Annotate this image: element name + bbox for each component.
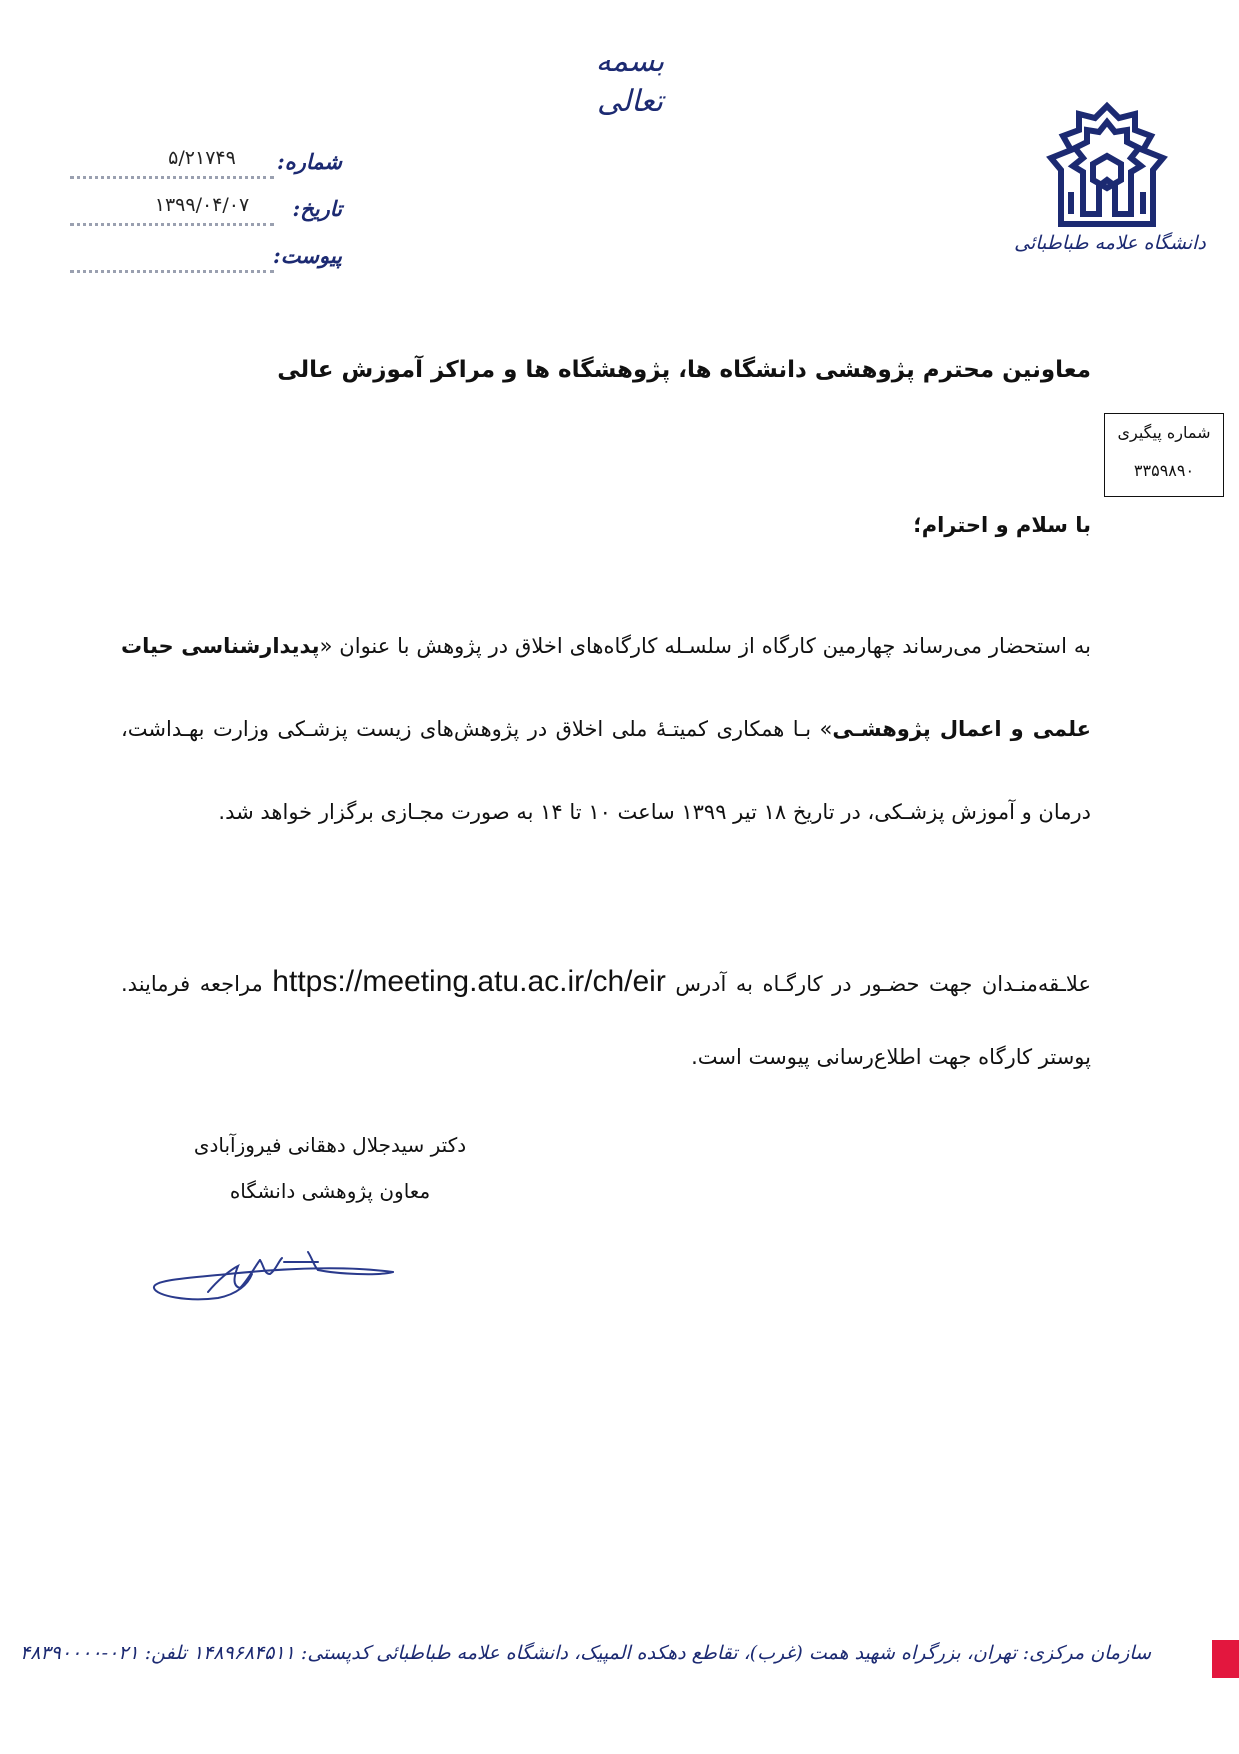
workshop-title: پدیدارشناسی حیات علمی و اعمال پژوهشـی: [121, 634, 1092, 741]
university-logo: [1035, 100, 1180, 230]
handwritten-signature: [148, 1240, 398, 1310]
tracking-label: شماره پیگیری: [1117, 423, 1211, 442]
body-paragraph-announcement: [121, 605, 1091, 854]
tracking-number-box: [1104, 413, 1224, 497]
letter-footer: [20, 1630, 1199, 1680]
letter-date-value: ۱۳۹۹/۰۴/۰۷: [154, 194, 250, 216]
body-text: » بـا همکاری کمیتـهٔ ملی اخلاق در پژوهش‌های زیست پزشـکی وزارت بهـداشت، درمان و آموزش پزشـکی، در تاریخ ۱۸ تیر ۱۳۹۹ ساعت ۱۰ تا ۱۴ به صورت مجـازی برگزار خواهد شد.: [121, 717, 1091, 824]
meeting-url-link[interactable]: https://meeting.atu.ac.ir/ch/eir: [272, 965, 666, 998]
letter-date-row: [62, 192, 342, 232]
signer-block: [150, 1122, 510, 1214]
attachment-row: [62, 239, 342, 279]
dotted-leader: [70, 223, 274, 226]
attachment-label: پیوست:: [273, 243, 342, 268]
body-text: علاـقه‌منـدان جهت حضـور در کارگـاه به آدرس: [675, 972, 1091, 996]
tracking-number: ۳۳۵۹۸۹۰: [1133, 461, 1195, 480]
signer-name: دکتر سیدجلال دهقانی فیروزآبادی: [193, 1133, 467, 1157]
footer-address: سازمان مرکزی: تهران، بزرگراه شهید همت (غرب)، تقاطع دهکده المپیک، دانشگاه علامه طباطبائی کدپستی: ۱۴۸۹۶۸۴۵۱۱ تلفن: ۰۲۱-۴۸۳۹۰۰۰۰: [20, 1642, 1151, 1664]
letter-date-label: تاریخ:: [292, 196, 342, 221]
body-text: مراجعه فرمایند. پوستر کارگاه جهت اطلاع‌رسانی پیوست است.: [121, 972, 1091, 1069]
dotted-leader: [70, 270, 274, 273]
body-text: به استحضار می‌رساند چهارمین کارگاه از سلسـله کارگاه‌های اخلاق در پژوهش با عنوان «: [319, 634, 1091, 658]
university-name: دانشگاه علامه طباطبائی: [1014, 232, 1206, 254]
greeting: با سلام و احترام؛: [913, 513, 1091, 537]
letter-number-row: [62, 145, 342, 185]
body-paragraph-attendance: [121, 945, 1091, 1094]
dotted-leader: [70, 176, 274, 179]
recipient-heading: معاونین محترم پژوهشی دانشگاه ها، پژوهشگاه ها و مراکز آموزش عالی: [277, 357, 1091, 383]
bismillah-heading: بسمه تعالی: [595, 44, 665, 119]
footer-accent-square: [1212, 1640, 1239, 1678]
letter-number-label: شماره:: [276, 149, 342, 174]
letter-number-value: ۵/۲۱۷۴۹: [168, 147, 236, 169]
signer-title: معاون پژوهشی دانشگاه: [229, 1179, 431, 1203]
